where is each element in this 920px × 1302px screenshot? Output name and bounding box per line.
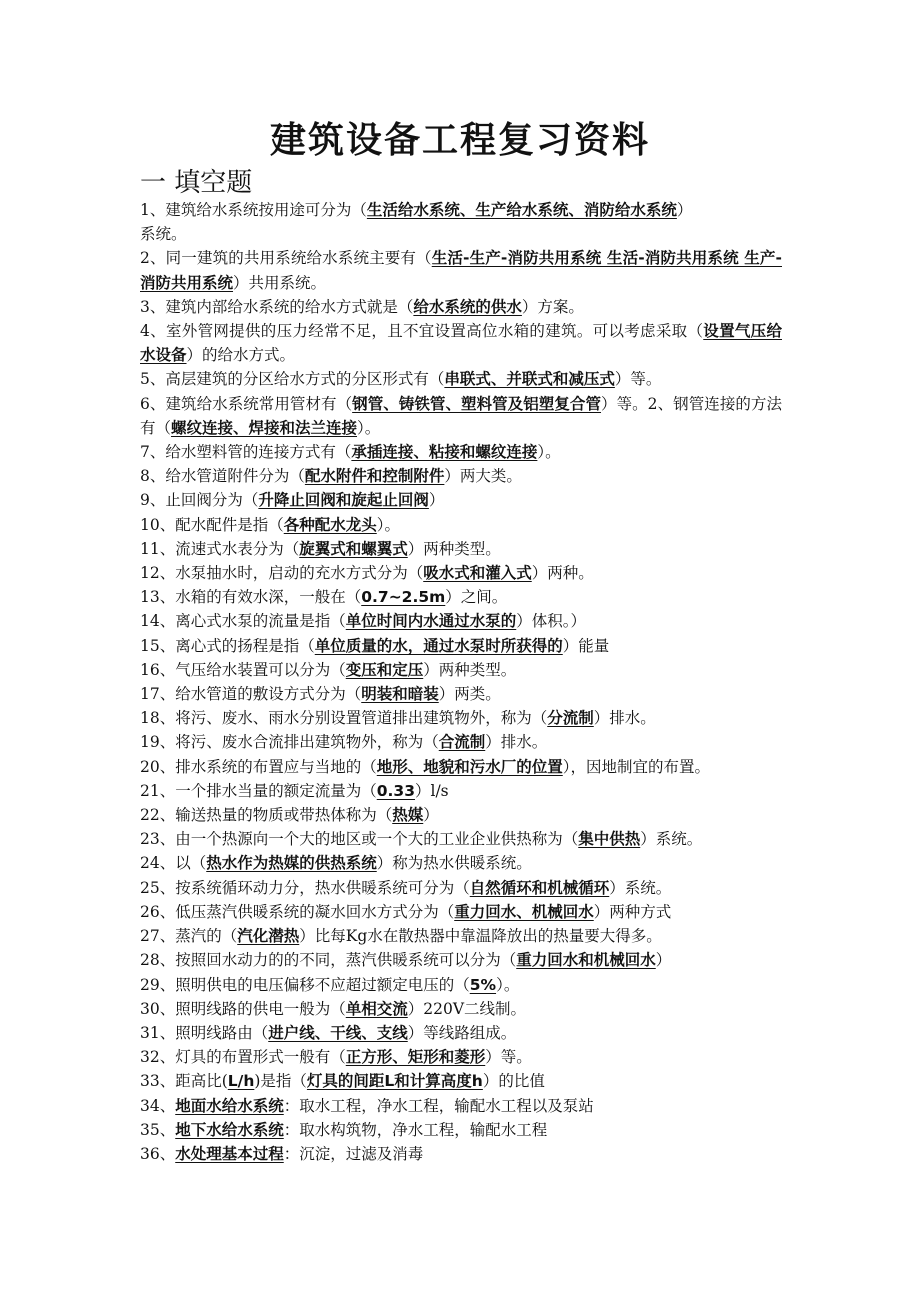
question-text: 10、配水配件是指（ xyxy=(140,515,284,534)
question-text: ）。 xyxy=(357,418,381,437)
question-text: ） xyxy=(428,491,445,510)
answer-text: 集中供热 xyxy=(578,830,641,849)
question-list xyxy=(140,198,782,1166)
question-text: ）等。 xyxy=(485,1048,532,1067)
question-text: 26、低压蒸汽供暖系统的凝水回水方式分为（ xyxy=(140,902,455,921)
question-item xyxy=(140,537,782,561)
question-text: 23、由一个热源向一个大的地区或一个大的工业企业供热称为（ xyxy=(140,830,579,849)
question-text: 19、将污、废水合流排出建筑物外，称为（ xyxy=(140,733,439,752)
question-item xyxy=(140,851,782,875)
question-text: ） 系统。 xyxy=(140,201,693,244)
question-text: 31、照明线路由（ xyxy=(140,1023,269,1042)
answer-text: 给水系统的供水 xyxy=(413,297,522,316)
answer-text: 重力回水和机械回水 xyxy=(516,951,656,970)
question-item xyxy=(140,440,782,464)
answer-text: 生活-生产-消防共用系统 生活-消防共用系统 生产-消防共用系统 xyxy=(140,249,782,292)
question-item xyxy=(140,1094,782,1118)
question-text: ），因地制宜的布置。 xyxy=(562,757,711,776)
answer-text: 进户线、干线、支线 xyxy=(268,1023,408,1042)
question-text: 14、离心式水泵的流量是指（ xyxy=(140,612,346,631)
answer-text: 串联式、并联式和减压式 xyxy=(444,370,615,389)
question-text: 2、同一建筑的共用系统给水系统主要有（ xyxy=(140,249,432,268)
question-item xyxy=(140,876,782,900)
question-text: ）比每Kg水在散热器中靠温降放出的热量要大得多。 xyxy=(299,927,662,946)
answer-text: 水处理基本过程 xyxy=(175,1144,284,1163)
question-text: ：沉淀，过滤及消毒 xyxy=(283,1144,424,1163)
question-text: 6、建筑给水系统常用管材有（ xyxy=(140,394,353,413)
question-text: 35、 xyxy=(140,1120,176,1139)
question-item xyxy=(140,561,782,585)
question-text: ）系统。 xyxy=(640,830,703,849)
answer-text: 热水作为热媒的供热系统 xyxy=(206,854,377,873)
answer-text: 变压和定压 xyxy=(345,660,424,679)
answer-text: 升降止回阀和旋起止回阀 xyxy=(258,491,429,510)
question-text: 24、以（ xyxy=(140,854,207,873)
document-title: 建筑设备工程复习资料 xyxy=(269,120,650,161)
answer-text: 单相交流 xyxy=(345,999,408,1018)
answer-text: 0.7~2.5m xyxy=(361,588,446,607)
answer-text: 分流制 xyxy=(547,709,594,728)
question-text: 3、建筑内部给水系统的给水方式就是（ xyxy=(140,297,414,316)
question-item xyxy=(140,827,782,851)
question-text: ）等。2、钢管连接的方法有（ xyxy=(140,394,782,437)
answer-text: 单位时间内水通过水泵的 xyxy=(345,612,517,631)
question-text: ）两类。 xyxy=(438,685,501,704)
question-item xyxy=(140,682,782,706)
question-item xyxy=(140,997,782,1021)
question-text: ） xyxy=(655,951,672,970)
question-item xyxy=(140,779,782,803)
question-text: 15、离心式的扬程是指（ xyxy=(140,636,315,655)
question-text: 7、给水塑料管的连接方式有（ xyxy=(140,443,352,462)
question-item xyxy=(140,1118,782,1142)
answer-text: 地面水给水系统 xyxy=(175,1096,284,1115)
question-text: )是指（ xyxy=(254,1072,307,1091)
answer-text: 吸水式和灌入式 xyxy=(423,564,532,583)
answer-text: 5% xyxy=(469,975,497,994)
question-text: 18、将污、废水、雨水分别设置管道排出建筑物外，称为（ xyxy=(140,709,548,728)
question-text: ）方案。 xyxy=(521,297,584,316)
question-text: ）称为热水供暖系统。 xyxy=(376,854,532,873)
question-item xyxy=(140,1069,782,1093)
answer-text: 地下水给水系统 xyxy=(175,1120,284,1139)
question-item xyxy=(140,367,782,391)
answer-text: 地形、地貌和污水厂的位置 xyxy=(376,757,563,776)
question-item xyxy=(140,803,782,827)
answer-text: 设置气压给水设备 xyxy=(140,322,782,365)
question-item xyxy=(140,1045,782,1069)
question-text: 30、照明线路的供电一般为（ xyxy=(140,999,346,1018)
answer-text: 生活给水系统、生产给水系统、消防给水系统 xyxy=(366,201,677,219)
question-text: ）220V二线制。 xyxy=(407,999,527,1018)
question-text: ）两种方式 xyxy=(593,902,672,921)
question-text: ）两种类型。 xyxy=(423,660,517,679)
question-text: 27、蒸汽的（ xyxy=(140,927,238,946)
question-text: ：取水构筑物，净水工程，输配水工程 xyxy=(283,1120,548,1139)
question-text: ）能量 xyxy=(562,636,610,655)
question-text: 29、照明供电的电压偏移不应超过额定电压的（ xyxy=(140,975,470,994)
answer-text: 螺纹连接、焊接和法兰连接 xyxy=(171,418,358,437)
answer-text: 旋翼式和螺翼式 xyxy=(299,539,408,558)
question-text: 33、距高比( xyxy=(140,1072,228,1091)
question-text: ）体积。） xyxy=(516,612,587,631)
question-item xyxy=(140,392,782,440)
answer-text: 各种配水龙头 xyxy=(283,515,377,534)
answer-text: 合流制 xyxy=(438,733,486,752)
question-text: ）。 xyxy=(496,975,520,994)
question-item xyxy=(140,585,782,609)
question-item xyxy=(140,513,782,537)
question-text: 13、水箱的有效水深，一般在（ xyxy=(140,588,362,607)
question-text: 32、灯具的布置形式一般有（ xyxy=(140,1048,346,1067)
question-item xyxy=(140,319,782,367)
question-text: ）共用系统。 xyxy=(233,273,327,292)
answer-text: 正方形、矩形和菱形 xyxy=(345,1048,486,1067)
question-item xyxy=(140,658,782,682)
question-item xyxy=(140,1021,782,1045)
question-text: 12、水泵抽水时，启动的充水方式分为（ xyxy=(140,564,424,583)
question-text: ）排水。 xyxy=(485,733,548,752)
question-item xyxy=(140,295,782,319)
question-text: 20、排水系统的布置应与当地的（ xyxy=(140,757,377,776)
answer-text: 灯具的间距L和计算高度h xyxy=(306,1072,483,1091)
question-item xyxy=(140,948,782,972)
question-item xyxy=(140,246,782,294)
question-item xyxy=(140,634,782,658)
question-text: 9、止回阀分为（ xyxy=(140,491,259,510)
answer-text: 明装和暗装 xyxy=(361,685,439,704)
question-text: 17、给水管道的敷设方式分为（ xyxy=(140,685,362,704)
question-text: 8、给水管道附件分为（ xyxy=(140,467,305,486)
answer-text: 0.33 xyxy=(376,781,415,800)
question-item xyxy=(140,755,782,779)
answer-text: 热媒 xyxy=(392,806,424,825)
answer-text: 承插连接、粘接和螺纹连接 xyxy=(351,443,538,462)
question-text: ） xyxy=(423,806,439,825)
question-text: ）等线路组成。 xyxy=(407,1023,517,1042)
question-text: 34、 xyxy=(140,1096,176,1115)
question-text: 16、气压给水装置可以分为（ xyxy=(140,660,346,679)
question-item xyxy=(140,730,782,754)
section-heading: 一 填空题 xyxy=(140,168,253,198)
answer-text: L/h xyxy=(227,1072,255,1091)
question-text: ）两大类。 xyxy=(444,467,522,486)
question-text: ）等。 xyxy=(614,370,662,389)
answer-text: 重力回水、机械回水 xyxy=(454,902,594,921)
answer-text: 汽化潜热 xyxy=(237,927,300,946)
question-text: ）的比值 xyxy=(482,1072,545,1091)
answer-text: 单位质量的水，通过水泵时所获得的 xyxy=(314,636,563,655)
question-text: 28、按照回水动力的的不同，蒸汽供暖系统可以分为（ xyxy=(140,951,517,970)
question-text: ）排水。 xyxy=(593,709,656,728)
question-text: ）之间。 xyxy=(445,588,508,607)
question-text: ）的给水方式。 xyxy=(186,346,296,365)
question-text: ）。 xyxy=(376,515,401,534)
question-text: ）两种。 xyxy=(531,564,594,583)
question-item xyxy=(140,973,782,997)
question-text: ）系统。 xyxy=(609,878,672,897)
question-text: 4、室外管网提供的压力经常不足，且不宜设置高位水箱的建筑。可以考虑采取（ xyxy=(140,322,704,341)
question-item xyxy=(140,488,782,512)
answer-text: 钢管、铸铁管、塑料管及铝塑复合管 xyxy=(352,394,602,413)
question-text: 1、建筑给水系统按用途可分为（ xyxy=(140,201,367,219)
answer-text: 配水附件和控制附件 xyxy=(304,467,445,486)
question-item xyxy=(140,924,782,948)
question-text: 36、 xyxy=(140,1144,176,1163)
question-text: ）。 xyxy=(537,443,561,462)
question-item xyxy=(140,706,782,730)
question-text: 11、流速式水表分为（ xyxy=(140,539,300,558)
question-text: ）两种类型。 xyxy=(407,539,501,558)
question-text: ）l/s xyxy=(414,781,449,800)
question-text: 5、高层建筑的分区给水方式的分区形式有（ xyxy=(140,370,445,389)
answer-text: 自然循环和机械循环 xyxy=(469,878,610,897)
question-item xyxy=(140,1142,782,1166)
question-item xyxy=(140,464,782,488)
question-text: 21、一个排水当量的额定流量为（ xyxy=(140,781,377,800)
question-item xyxy=(140,900,782,924)
question-text: 22、输送热量的物质或带热体称为（ xyxy=(140,806,393,825)
question-item xyxy=(140,609,782,633)
question-text: ：取水工程，净水工程，输配水工程以及泵站 xyxy=(283,1096,594,1115)
question-item xyxy=(140,198,782,246)
question-text: 25、按系统循环动力分，热水供暖系统可分为（ xyxy=(140,878,470,897)
